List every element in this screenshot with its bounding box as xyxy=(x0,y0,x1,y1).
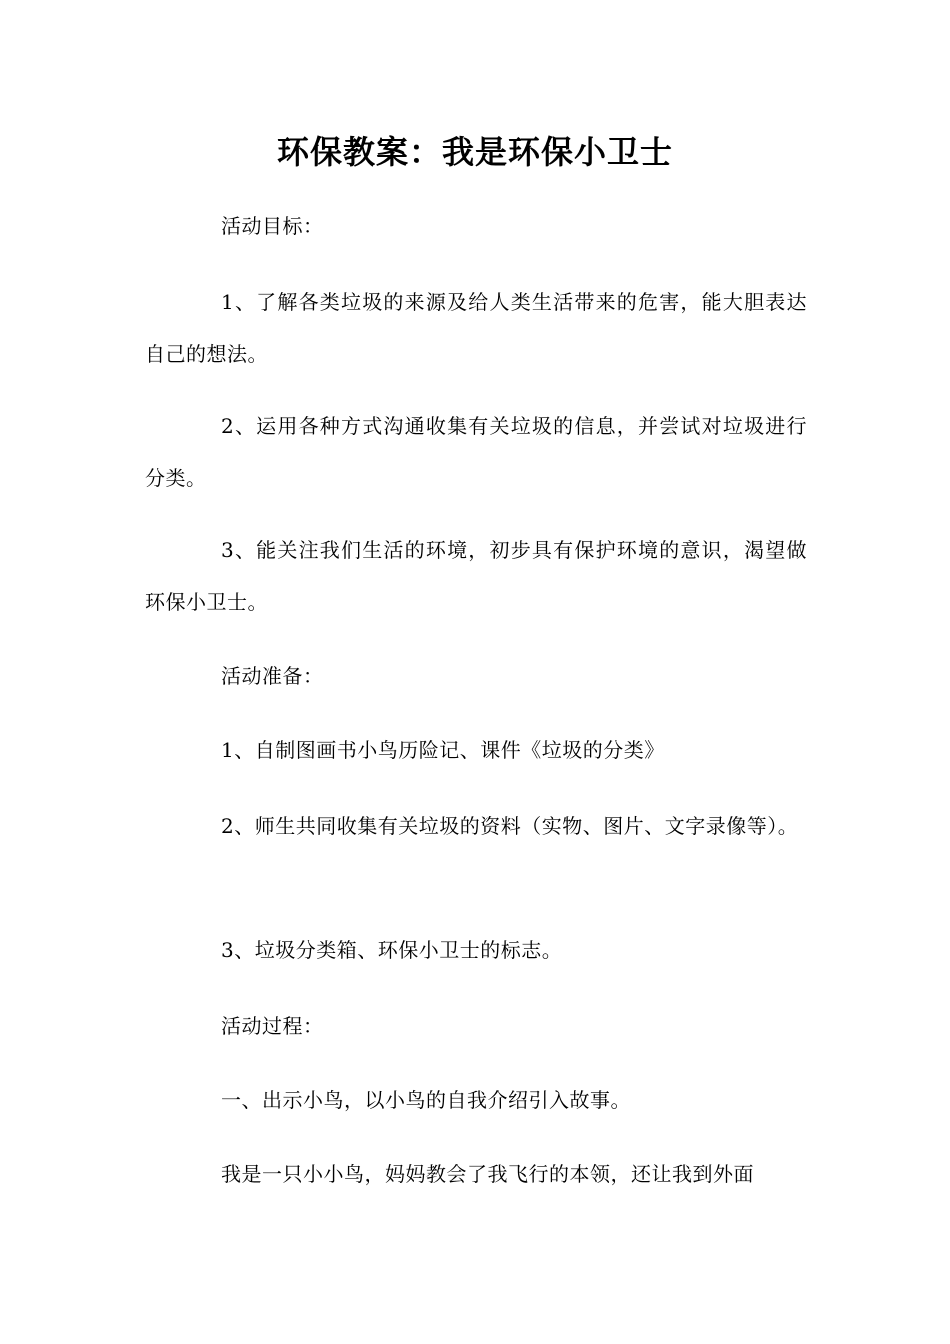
process-step-1: 一、出示小鸟，以小鸟的自我介绍引入故事。 xyxy=(221,1088,631,1112)
story-paragraph: 我是一只小小鸟，妈妈教会了我飞行的本领，还让我到外面 xyxy=(221,1162,754,1186)
document-title: 环保教案：我是环保小卫士 xyxy=(276,133,673,171)
goal-item-1: 1、了解各类垃圾的来源及给人类生活带来的危害，能大胆表达自己的想法。 xyxy=(145,290,807,366)
goal-item-2: 2、运用各种方式沟通收集有关垃圾的信息，并尝试对垃圾进行分类。 xyxy=(145,414,807,490)
preparation-item-1: 1、自制图画书小鸟历险记、课件《垃圾的分类》 xyxy=(221,738,665,762)
section-heading-preparation: 活动准备： xyxy=(221,664,324,688)
preparation-item-3: 3、垃圾分类箱、环保小卫士的标志。 xyxy=(221,938,563,962)
section-heading-process: 活动过程： xyxy=(221,1014,324,1038)
goal-item-3: 3、能关注我们生活的环境，初步具有保护环境的意识，渴望做环保小卫士。 xyxy=(145,538,807,614)
preparation-item-2: 2、师生共同收集有关垃圾的资料（实物、图片、文字录像等）。 xyxy=(221,814,799,838)
section-heading-goals: 活动目标： xyxy=(221,214,324,238)
